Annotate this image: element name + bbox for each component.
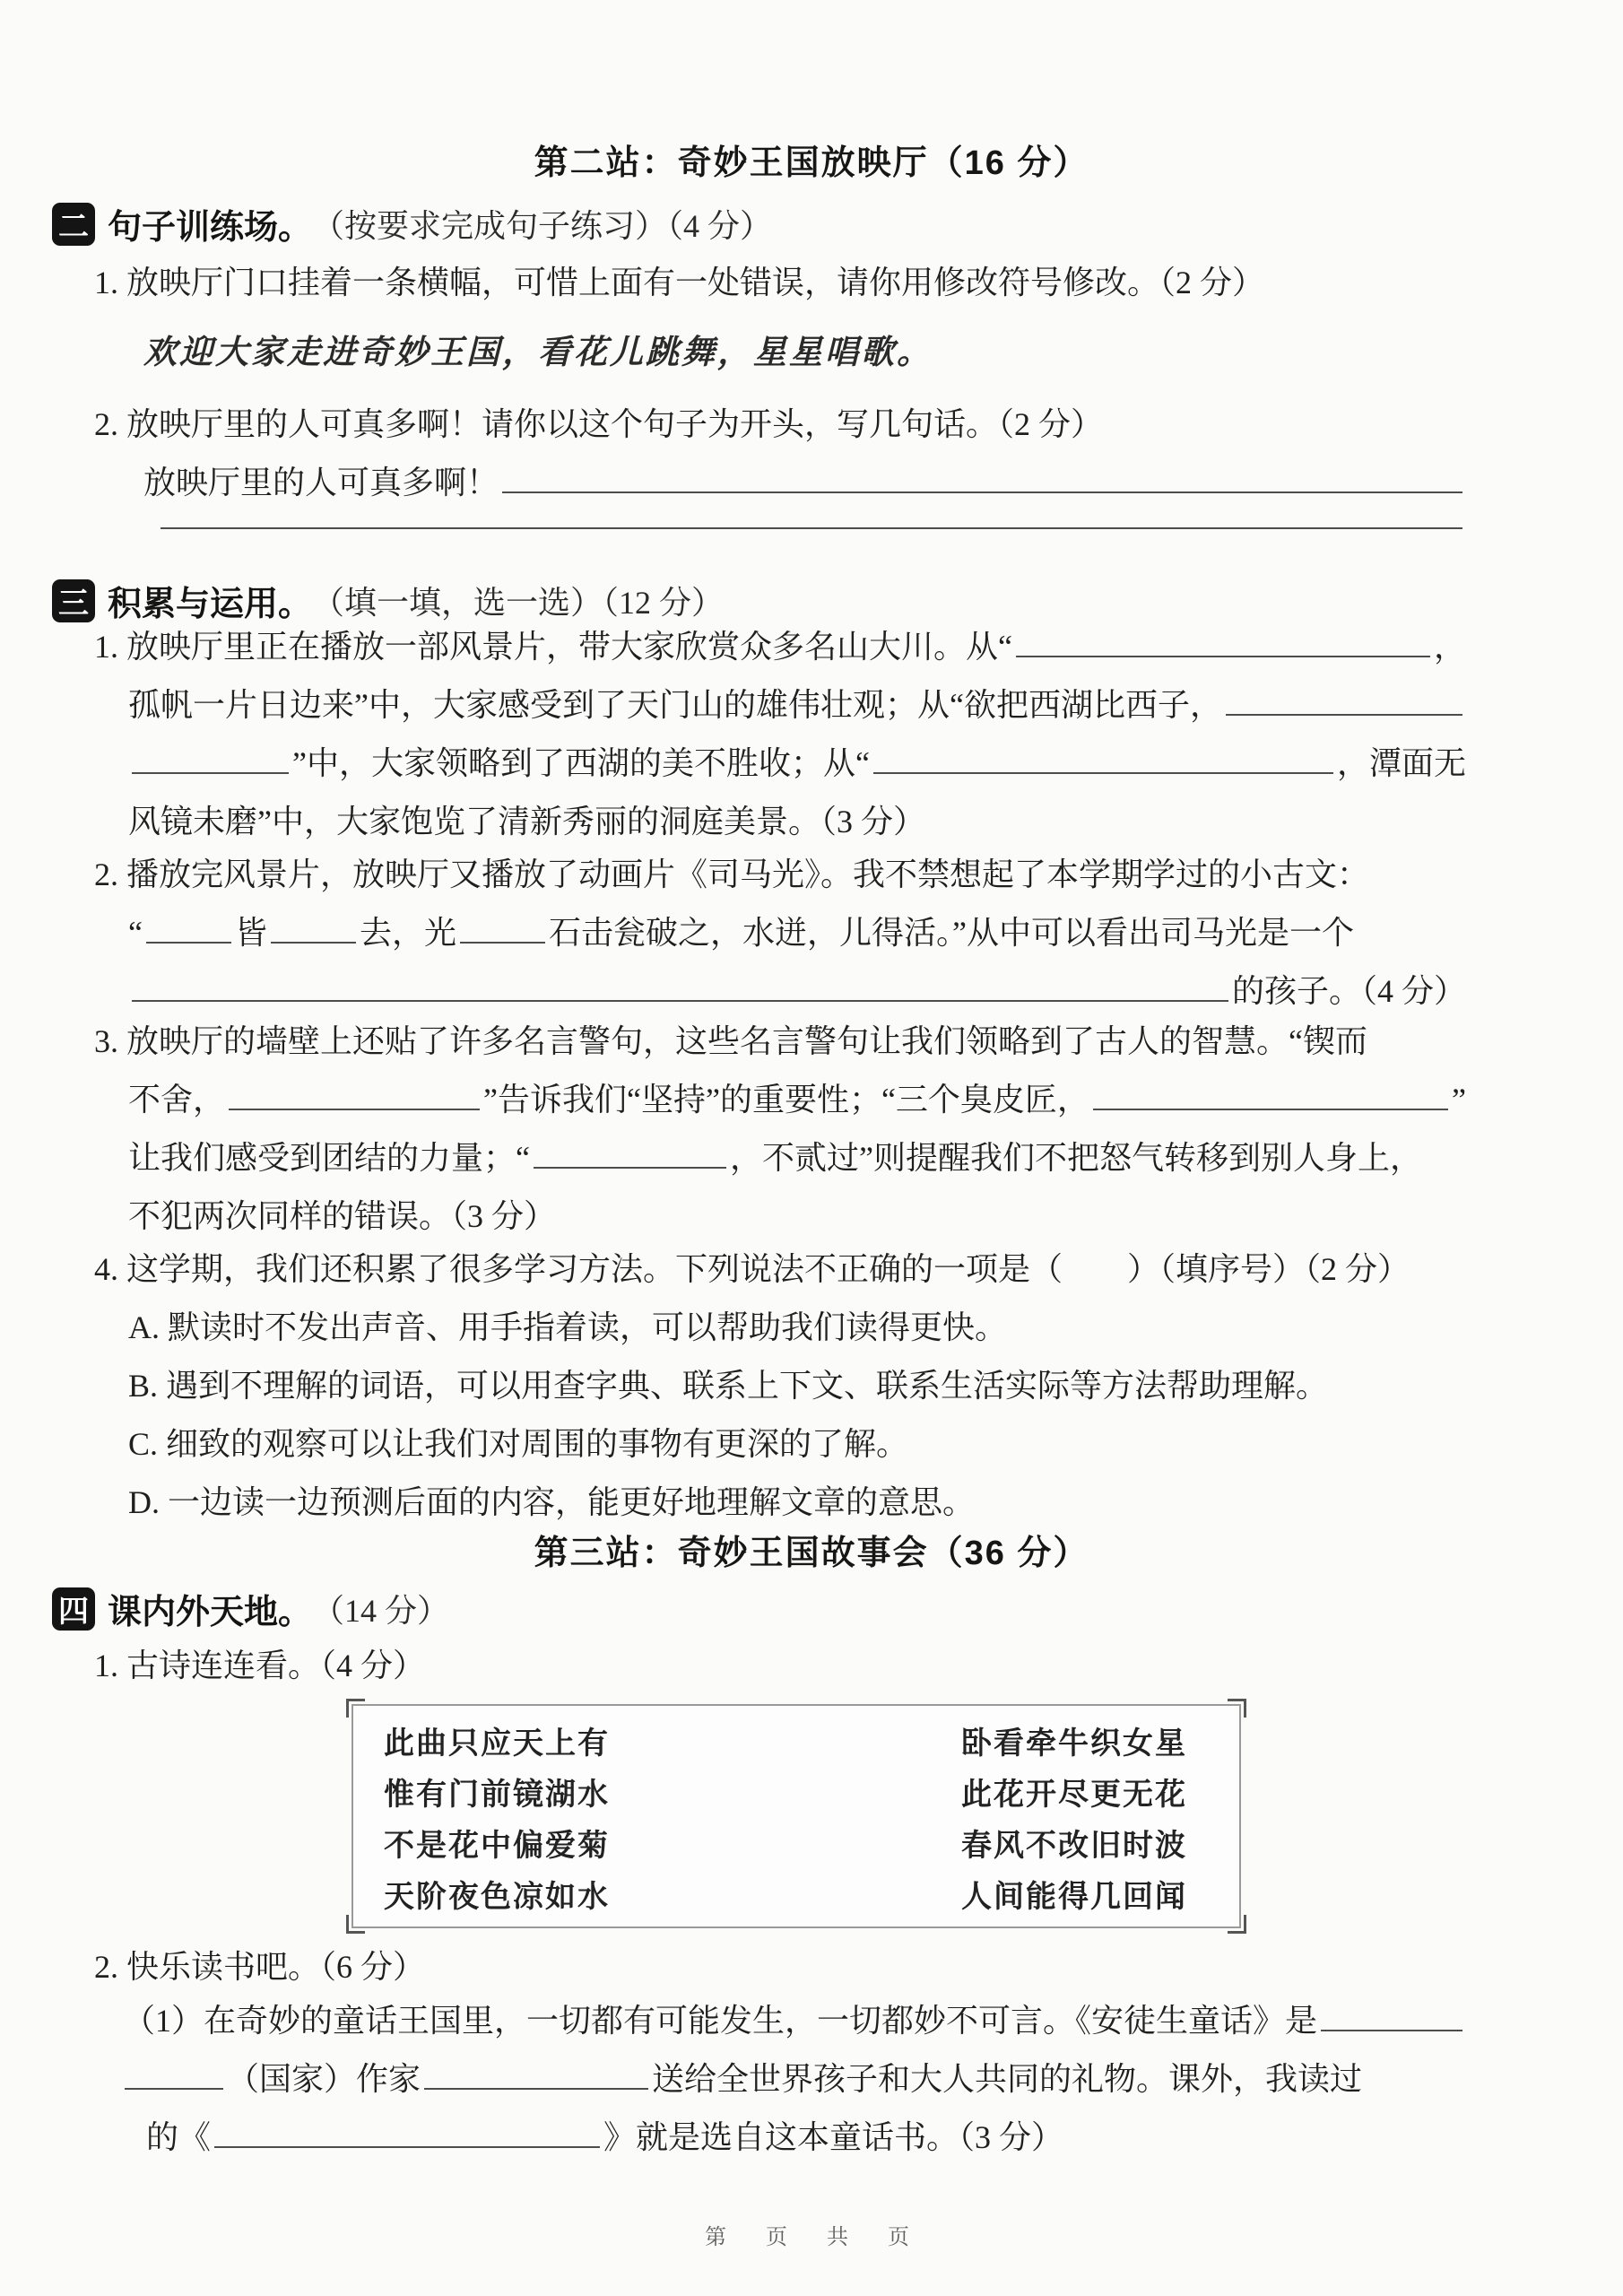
poem-column-left <box>384 1718 610 1923</box>
text-line <box>94 518 1466 577</box>
text-line <box>94 741 1466 799</box>
section-inclass-title: 课内外天地。 <box>108 1594 313 1631</box>
inclass-q1-label <box>94 1643 1466 1701</box>
accumulate-q1 <box>94 624 1466 857</box>
poem-line: 此花开尽更无花 <box>961 1779 1187 1812</box>
text-segment: 1. 放映厅里正在播放一部风景片，带大家欣赏众多名山大川。从“ <box>94 629 1012 665</box>
text-line <box>94 1998 1466 2057</box>
answer-blank <box>125 2079 223 2090</box>
box-corner-icon <box>1228 1915 1246 1934</box>
section-four-badge: 四 <box>52 1587 95 1631</box>
section-inclass-header <box>52 1584 1466 1633</box>
text-segment: ”告诉我们“坚持”的重要性；“三个臭皮匠， <box>483 1082 1089 1118</box>
text-segment: 4. 这学期，我们还积累了很多学习方法。下列说法不正确的一项是（ ）（填序号）（2 分） <box>94 1251 1410 1287</box>
station2-title: 第二站：奇妙王国放映厅（16 分） <box>534 144 1089 182</box>
section-sentence-header <box>52 199 1466 248</box>
answer-blank <box>146 933 231 944</box>
answer-blank <box>229 1100 480 1110</box>
text-segment: 风镜未磨”中，大家饱览了清新秀丽的洞庭美景。（3 分） <box>128 804 925 839</box>
answer-blank <box>873 763 1333 774</box>
text-segment: 去，光 <box>360 915 457 951</box>
text-segment: ” <box>1452 1082 1466 1118</box>
text-line <box>94 799 1466 857</box>
page-footer: 第 页 共 页 <box>705 2225 918 2249</box>
sentence-q2 <box>94 402 1466 577</box>
box-corner-icon <box>1228 1699 1246 1718</box>
text-line <box>94 624 1466 683</box>
text-segment: 不犯两次同样的错误。（3 分） <box>128 1198 557 1234</box>
text-line <box>94 260 1466 318</box>
inclass-q2-text: 2. 快乐读书吧。（6 分） <box>94 1949 426 1985</box>
poem-line: 天阶夜色凉如水 <box>384 1881 610 1914</box>
text-segment: 放映厅里的人可真多啊！ <box>143 465 499 500</box>
text-line <box>94 683 1466 741</box>
poem-line: 不是花中偏爱菊 <box>384 1830 610 1863</box>
section-sentence-note: （按要求完成句子练习）（4 分） <box>312 208 773 244</box>
text-line <box>94 910 1466 969</box>
answer-blank <box>424 2079 648 2090</box>
answer-blank <box>1093 1100 1448 1110</box>
poem-line: 春风不改旧时波 <box>961 1830 1187 1863</box>
accumulate-q3 <box>94 1019 1466 1252</box>
inclass-q1-text: 1. 古诗连连看。（4 分） <box>94 1648 426 1683</box>
accumulate-q4 <box>94 1247 1466 1538</box>
text-segment: 1. 放映厅门口挂着一条横幅，可惜上面有一处错误，请你用修改符号修改。（2 分） <box>94 265 1265 300</box>
text-segment: 2. 播放完风景片，放映厅又播放了动画片《司马光》。我不禁想起了本学期学过的小古文： <box>94 857 1370 892</box>
section-sentence-title: 句子训练场。 <box>108 209 313 247</box>
banner-sentence: 欢迎大家走进奇妙王国，看花儿跳舞，星星唱歌。 <box>143 335 933 371</box>
text-segment: 不舍， <box>128 1082 226 1118</box>
answer-blank <box>132 763 289 774</box>
text-segment: C. 细致的观察可以让我们对周围的事物有更深的了解。 <box>128 1426 909 1462</box>
text-segment: 石击瓮破之，水迸，儿得活。”从中可以看出司马光是一个 <box>549 915 1354 951</box>
text-segment: D. 一边读一边预测后面的内容，能更好地理解文章的意思。 <box>128 1484 975 1520</box>
poem-line: 惟有门前镜湖水 <box>384 1779 610 1812</box>
text-segment: A. 默读时不发出声音、用手指着读，可以帮助我们读得更快。 <box>128 1309 1007 1345</box>
answer-blank <box>214 2137 600 2148</box>
text-segment: 送给全世界孩子和大人共同的礼物。课外，我读过 <box>652 2061 1363 2097</box>
poem-column-right <box>961 1718 1187 1923</box>
text-line <box>94 1363 1466 1422</box>
text-segment: 的孩子。（4 分） <box>1231 973 1466 1009</box>
text-segment: 让我们感受到团结的力量；“ <box>128 1140 530 1176</box>
answer-blank <box>460 933 545 944</box>
text-line <box>94 1247 1466 1305</box>
text-segment: （国家）作家 <box>227 2061 421 2097</box>
poem-matching-box <box>352 1704 1241 1928</box>
answer-blank <box>271 933 356 944</box>
text-segment: 2. 放映厅里的人可真多啊！请你以这个句子为开头，写几句话。（2 分） <box>94 406 1104 442</box>
poem-line: 人间能得几回闻 <box>961 1881 1187 1914</box>
inclass-q2-label <box>94 1944 1466 2003</box>
text-segment: 3. 放映厅的墙壁上还贴了许多名言警句，这些名言警句让我们领略到了古人的智慧。“锲而 <box>94 1023 1367 1059</box>
poem-line: 此曲只应天上有 <box>384 1727 610 1761</box>
text-segment: 皆 <box>234 915 267 951</box>
text-line <box>94 1194 1466 1252</box>
answer-blank <box>161 518 1462 529</box>
answer-blank <box>1016 647 1430 657</box>
text-segment: “ <box>128 915 143 951</box>
inclass-q2-sub1 <box>94 1998 1466 2173</box>
answer-blank <box>1321 2021 1462 2031</box>
box-corner-icon <box>346 1699 365 1718</box>
text-line <box>94 2057 1466 2115</box>
sentence-q1 <box>94 260 1466 318</box>
text-line <box>94 1422 1466 1480</box>
section-inclass-note: （14 分） <box>312 1593 450 1629</box>
section-three-badge: 三 <box>52 579 95 622</box>
text-segment: ， <box>1433 629 1466 665</box>
text-line <box>94 1077 1466 1135</box>
text-line <box>94 1019 1466 1077</box>
text-line <box>94 1305 1466 1363</box>
text-segment: （1）在奇妙的童话王国里，一切都有可能发生，一切都妙不可言。《安徒生童话》是 <box>123 2003 1318 2039</box>
answer-blank <box>534 1158 726 1169</box>
text-line <box>94 460 1466 518</box>
accumulate-q2 <box>94 852 1466 1027</box>
poem-line: 卧看牵牛织女星 <box>961 1727 1187 1761</box>
section-accumulate-header <box>52 576 1466 625</box>
text-segment: ，不贰过”则提醒我们不把怒气转移到别人身上， <box>729 1140 1422 1176</box>
text-line <box>94 2115 1466 2173</box>
box-corner-icon <box>346 1915 365 1934</box>
answer-blank <box>132 991 1228 1002</box>
text-line <box>94 852 1466 910</box>
text-segment: 的《 <box>146 2119 212 2155</box>
answer-blank <box>1226 705 1462 716</box>
text-segment: ”中，大家领略到了西湖的美不胜收；从“ <box>292 745 870 781</box>
text-segment: ，潭面无 <box>1336 745 1466 781</box>
text-segment: 》就是选自这本童话书。（3 分） <box>603 2119 1064 2155</box>
text-segment: B. 遇到不理解的词语，可以用查字典、联系上下文、联系生活实际等方法帮助理解。 <box>128 1368 1329 1404</box>
text-segment: 孤帆一片日边来”中，大家感受到了天门山的雄伟壮观；从“欲把西湖比西子， <box>128 687 1222 723</box>
text-line <box>94 1135 1466 1194</box>
answer-blank <box>502 483 1462 493</box>
section-accumulate-title: 积累与运用。 <box>108 586 313 623</box>
section-two-badge: 二 <box>52 203 95 246</box>
text-line <box>94 402 1466 460</box>
section-accumulate-note: （填一填，选一选）（12 分） <box>312 585 725 621</box>
station3-title: 第三站：奇妙王国故事会（36 分） <box>534 1535 1089 1572</box>
